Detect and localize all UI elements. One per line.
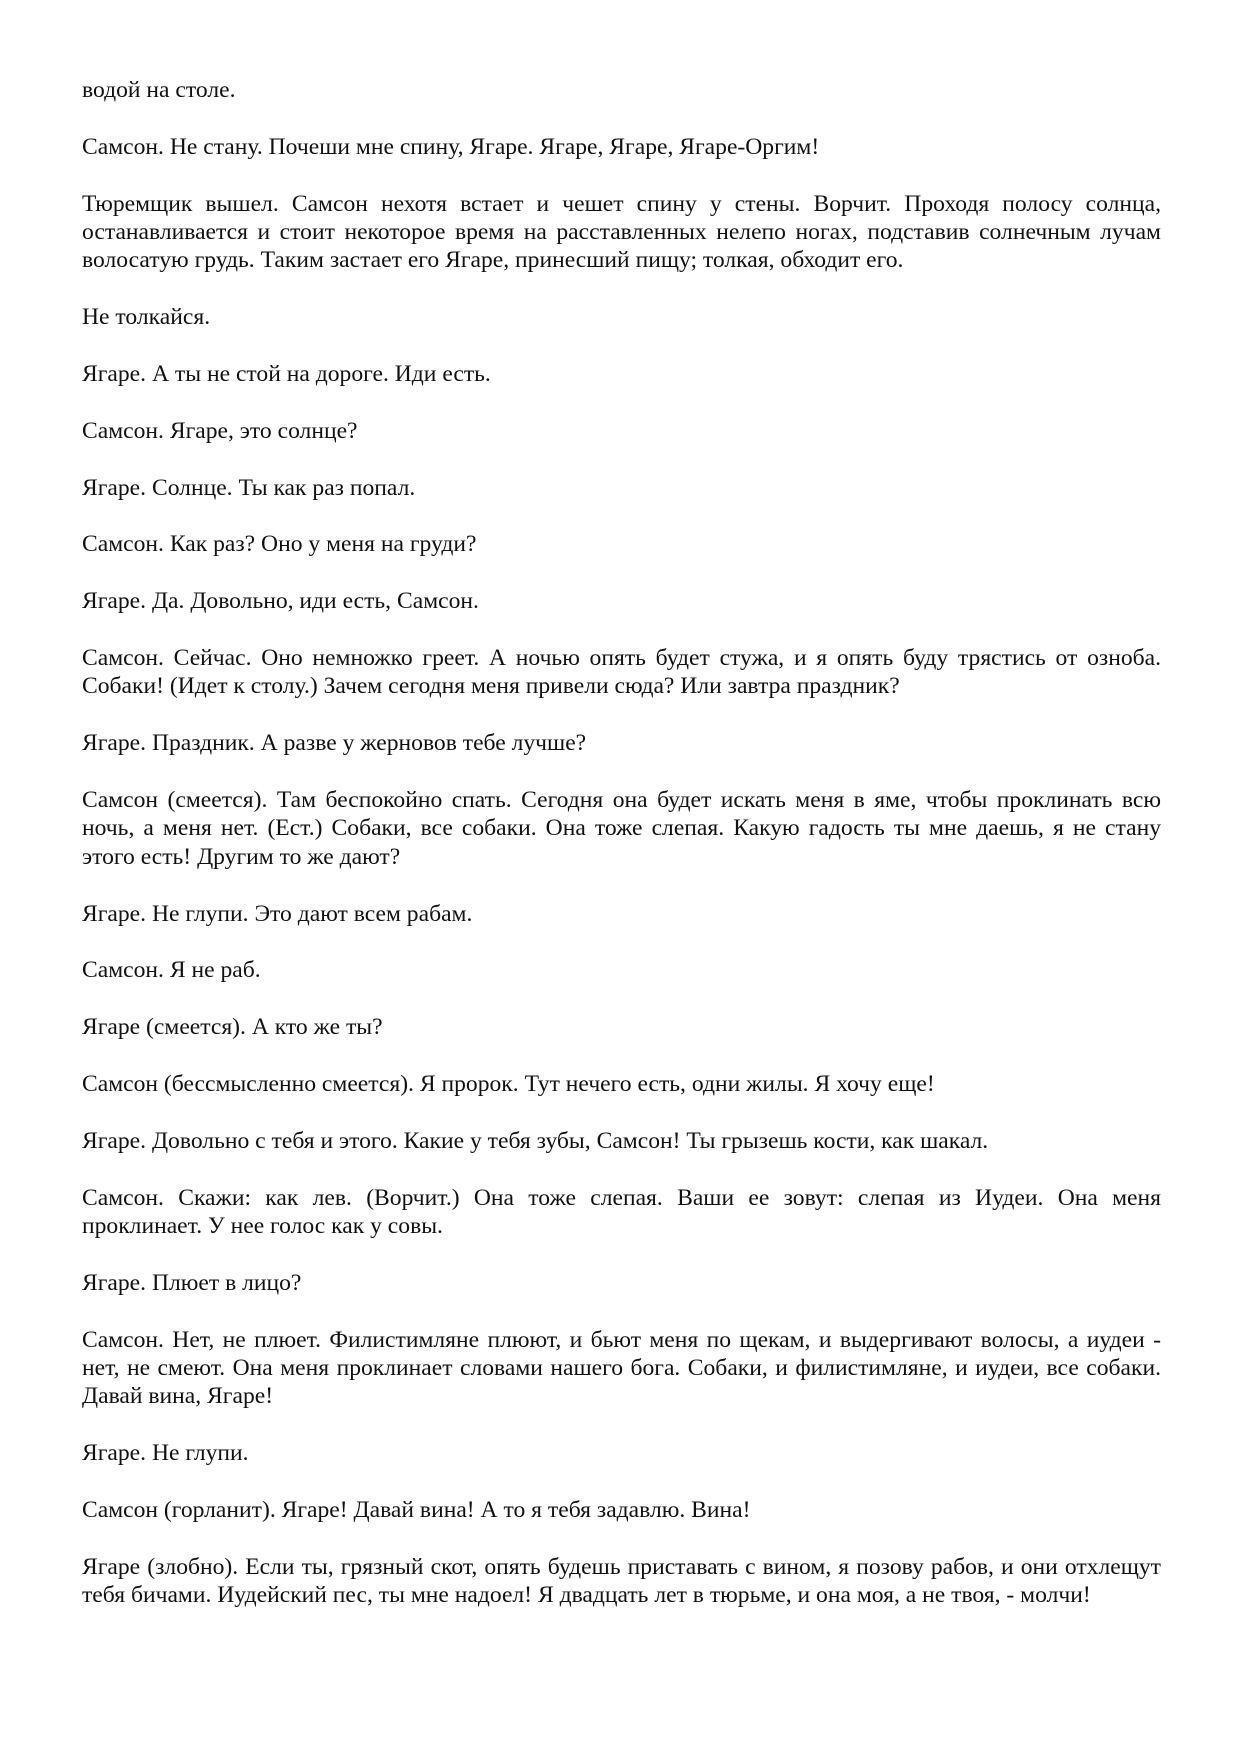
paragraph: водой на столе. bbox=[82, 77, 236, 103]
paragraph: Самсон. Я не раб. bbox=[82, 957, 261, 984]
paragraph: Ягаре (смеется). А кто же ты? bbox=[82, 1014, 383, 1041]
paragraph: Ягаре. Праздник. А разве у жерновов тебе лучше? bbox=[82, 730, 587, 757]
paragraph: Ягаре. Да. Довольно, иди есть, Самсон. bbox=[82, 588, 479, 615]
paragraph: Самсон. Ягаре, это солнце? bbox=[82, 417, 358, 444]
paragraph: Тюремщик вышел. Самсон нехотя встает и чешет спину у стены. Ворчит. Проходя полосу солнца, останавливается и стоит некоторое время на расставленных нелепо ногах, подставив солнечным лучам волосатую грудь. Таким застает его Ягаре, принесший пищу; толкая, обходит его. bbox=[82, 190, 1161, 274]
paragraph: Ягаре. Солнце. Ты как раз попал. bbox=[82, 474, 416, 501]
paragraph: Ягаре (злобно). Если ты, грязный скот, опять будешь приставать с вином, я позову рабов, и они отхлещут тебя бичами. Иудейский пес, ты мне надоел! Я двадцать лет в тюрьме, и она моя, а не твоя, - молчи! bbox=[82, 1553, 1161, 1609]
paragraph: Самсон. Скажи: как лев. (Ворчит.) Она тоже слепая. Ваши ее зовут: слепая из Иудеи. Она меня проклинает. У нее голос как у совы. bbox=[82, 1184, 1161, 1239]
paragraph: Ягаре. Плюет в лицо? bbox=[82, 1269, 302, 1296]
paragraph: Самсон (горланит). Ягаре! Давай вина! А то я тебя задавлю. Вина! bbox=[82, 1496, 751, 1523]
paragraph: Ягаре. А ты не стой на дороге. Иди есть. bbox=[82, 361, 491, 387]
paragraph: Ягаре. Довольно с тебя и этого. Какие у тебя зубы, Самсон! Ты грызешь кости, как шакал. bbox=[82, 1127, 989, 1154]
paragraph: Самсон (смеется). Там беспокойно спать. Сегодня она будет искать меня в яме, чтобы проклинать всю ночь, а меня нет. (Ест.) Собаки, все собаки. Она тоже слепая. Какую гадость ты мне даешь, я не стану этого есть! Другим то же дают? bbox=[82, 786, 1161, 870]
document-page bbox=[82, 76, 1161, 1610]
paragraph: Самсон. Как раз? Оно у меня на груди? bbox=[82, 531, 477, 558]
paragraph: Самсон. Не стану. Почеши мне спину, Ягаре. Ягаре, Ягаре, Ягаре-Оргим! bbox=[82, 133, 820, 160]
paragraph: Самсон (бессмысленно смеется). Я пророк. Тут нечего есть, одни жилы. Я хочу еще! bbox=[82, 1070, 935, 1097]
paragraph: Ягаре. Не глупи. Это дают всем рабам. bbox=[82, 900, 473, 927]
paragraph: Не толкайся. bbox=[82, 304, 211, 331]
paragraph: Самсон. Сейчас. Оно немножко греет. А ночью опять будет стужа, и я опять буду трястись от озноба. Собаки! (Идет к столу.) Зачем сегодня меня привели сюда? Или завтра праздник? bbox=[82, 644, 1161, 700]
paragraph: Ягаре. Не глупи. bbox=[82, 1440, 249, 1467]
paragraph: Самсон. Нет, не плюет. Филистимляне плюют, и бьют меня по щекам, и выдергивают волосы, а иудеи - нет, не смеют. Она меня проклинает словами нашего бога. Собаки, и филистимляне, и иудеи, все собаки. Давай вина, Ягаре! bbox=[82, 1326, 1161, 1410]
